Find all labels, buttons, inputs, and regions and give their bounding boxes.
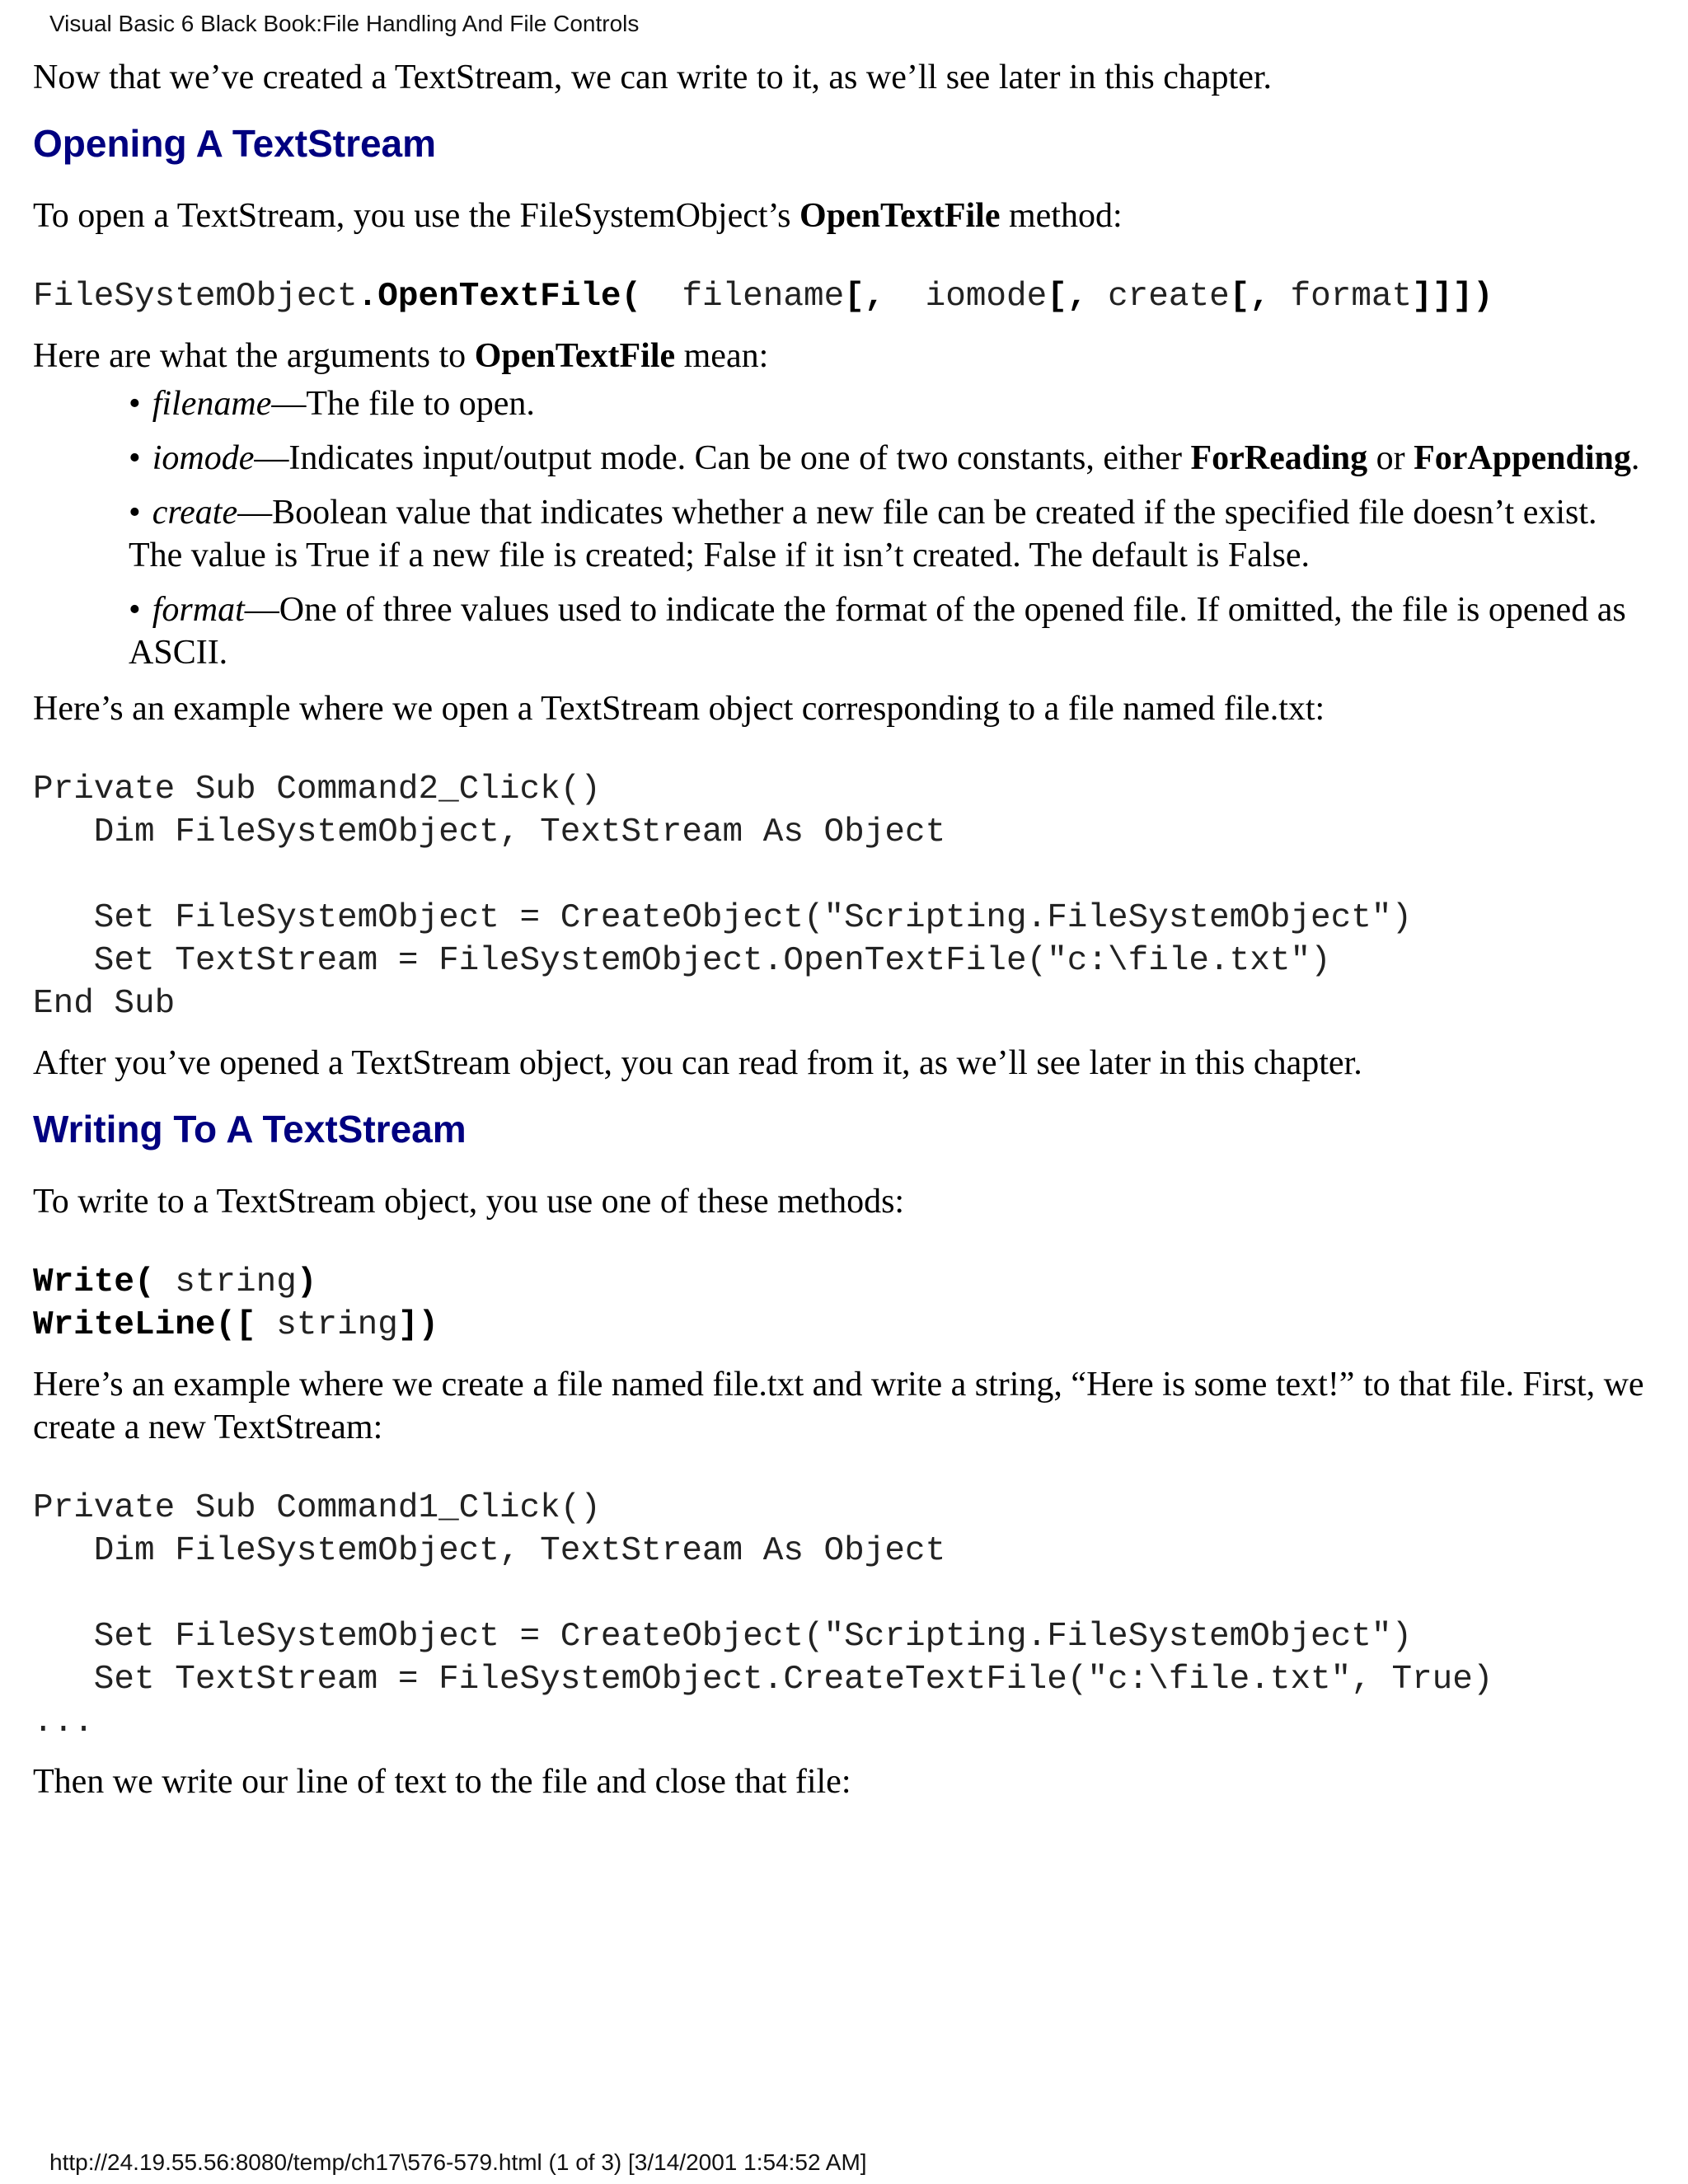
section-heading-opening: Opening A TextStream: [33, 122, 437, 165]
arguments-intro-tail: mean:: [675, 337, 769, 375]
syntax-sep-3: [,: [1229, 278, 1270, 316]
writing-lead-paragraph: To write to a TextStream object, you use one of these methods:: [33, 1183, 905, 1221]
argument-description: —Boolean value that indicates whether a new file can be created if the specified file doesn’t exist. The value is True if a new file is created; False if it isn’t created. The default is False.: [129, 494, 1597, 574]
argument-item-create: [129, 491, 1658, 577]
writeline-method-arg: string: [256, 1306, 398, 1344]
syntax-object: FileSystemObject: [33, 278, 358, 316]
syntax-sep-1: [,: [844, 278, 885, 316]
write-method-name: Write(: [33, 1263, 155, 1301]
arguments-list: [33, 382, 1658, 674]
opening-lead-text: To open a TextStream, you use the FileSystemObject’s: [33, 197, 800, 235]
bullet-icon: •: [129, 439, 141, 477]
argument-description: —Indicates input/output mode. Can be one of two constants, either: [254, 439, 1191, 477]
argument-item-format: [129, 588, 1658, 674]
bullet-icon: •: [129, 494, 141, 532]
write-example-code: Private Sub Command1_Click() Dim FileSystemObject, TextStream As Object Set FileSystemObject = CreateObject("Scripting.FileSystemObject") Set TextStream = FileSystemObject.CreateTextFile("c:\file.txt", True) ...: [33, 1489, 1493, 1741]
argument-description-mid: or: [1367, 439, 1414, 477]
constant-forreading: ForReading: [1190, 439, 1368, 477]
then-write-paragraph: Then we write our line of text to the file and close that file:: [33, 1763, 851, 1801]
write-methods-syntax: [33, 1261, 1658, 1347]
page-footer-url: http://24.19.55.56:8080/temp/ch17\576-579.html (1 of 3) [3/14/2001 1:54:52 AM]: [49, 2149, 867, 2175]
page-header: Visual Basic 6 Black Book:File Handling And File Controls: [49, 11, 640, 36]
syntax-close: ]]]): [1412, 278, 1493, 316]
writeline-method-close: ]): [397, 1306, 439, 1344]
opening-lead-tail: method:: [1000, 197, 1123, 235]
syntax-arg-format: format: [1269, 278, 1413, 316]
argument-description: —One of three values used to indicate the format of the opened file. If omitted, the file is opened as ASCII.: [129, 591, 1626, 672]
after-open-paragraph: After you’ve opened a TextStream object, you can read from it, as we’ll see later in this chapter.: [33, 1044, 1362, 1082]
argument-name: create: [152, 494, 238, 532]
syntax-method: .OpenTextFile(: [357, 278, 642, 316]
intro-paragraph: Now that we’ve created a TextStream, we can write to it, as we’ll see later in this chapter.: [33, 59, 1273, 96]
writeline-method-name: WriteLine([: [33, 1306, 256, 1344]
opening-lead-paragraph: [33, 194, 1658, 237]
open-example-code: Private Sub Command2_Click() Dim FileSystemObject, TextStream As Object Set FileSystemObject = CreateObject("Scripting.FileSystemObject") Set TextStream = FileSystemObject.OpenTextFile("c:\file.txt") End Sub: [33, 771, 1413, 1023]
constant-forappending: ForAppending: [1414, 439, 1631, 477]
arguments-intro-text: Here are what the arguments to: [33, 337, 475, 375]
syntax-arg-create: create: [1087, 278, 1230, 316]
opentextfile-syntax: [33, 275, 1658, 318]
write-method-close: ): [296, 1263, 317, 1301]
main-content: [33, 56, 1658, 1803]
argument-item-filename: [129, 382, 1658, 425]
arguments-intro-paragraph: [33, 335, 1658, 377]
syntax-arg-filename: filename: [641, 278, 845, 316]
argument-description-end: .: [1630, 439, 1640, 477]
argument-name: format: [152, 591, 245, 629]
opening-lead-method: OpenTextFile: [799, 197, 1001, 235]
argument-item-iomode: [33, 437, 1658, 480]
argument-description: —The file to open.: [271, 385, 535, 423]
syntax-sep-2: [,: [1047, 278, 1088, 316]
write-example-intro: Here’s an example where we create a file named file.txt and write a string, “Here is some text!” to that file. First, we create a new TextStream:: [33, 1366, 1644, 1446]
write-method-arg: string: [154, 1263, 297, 1301]
open-example-intro: Here’s an example where we open a TextStream object corresponding to a file named file.txt:: [33, 690, 1325, 728]
bullet-icon: •: [129, 591, 141, 629]
syntax-arg-iomode: iomode: [884, 278, 1048, 316]
section-heading-writing: Writing To A TextStream: [33, 1108, 467, 1151]
bullet-icon: •: [129, 385, 141, 423]
argument-name: filename: [152, 385, 272, 423]
argument-name: iomode: [152, 439, 255, 477]
arguments-intro-method: OpenTextFile: [474, 337, 676, 375]
